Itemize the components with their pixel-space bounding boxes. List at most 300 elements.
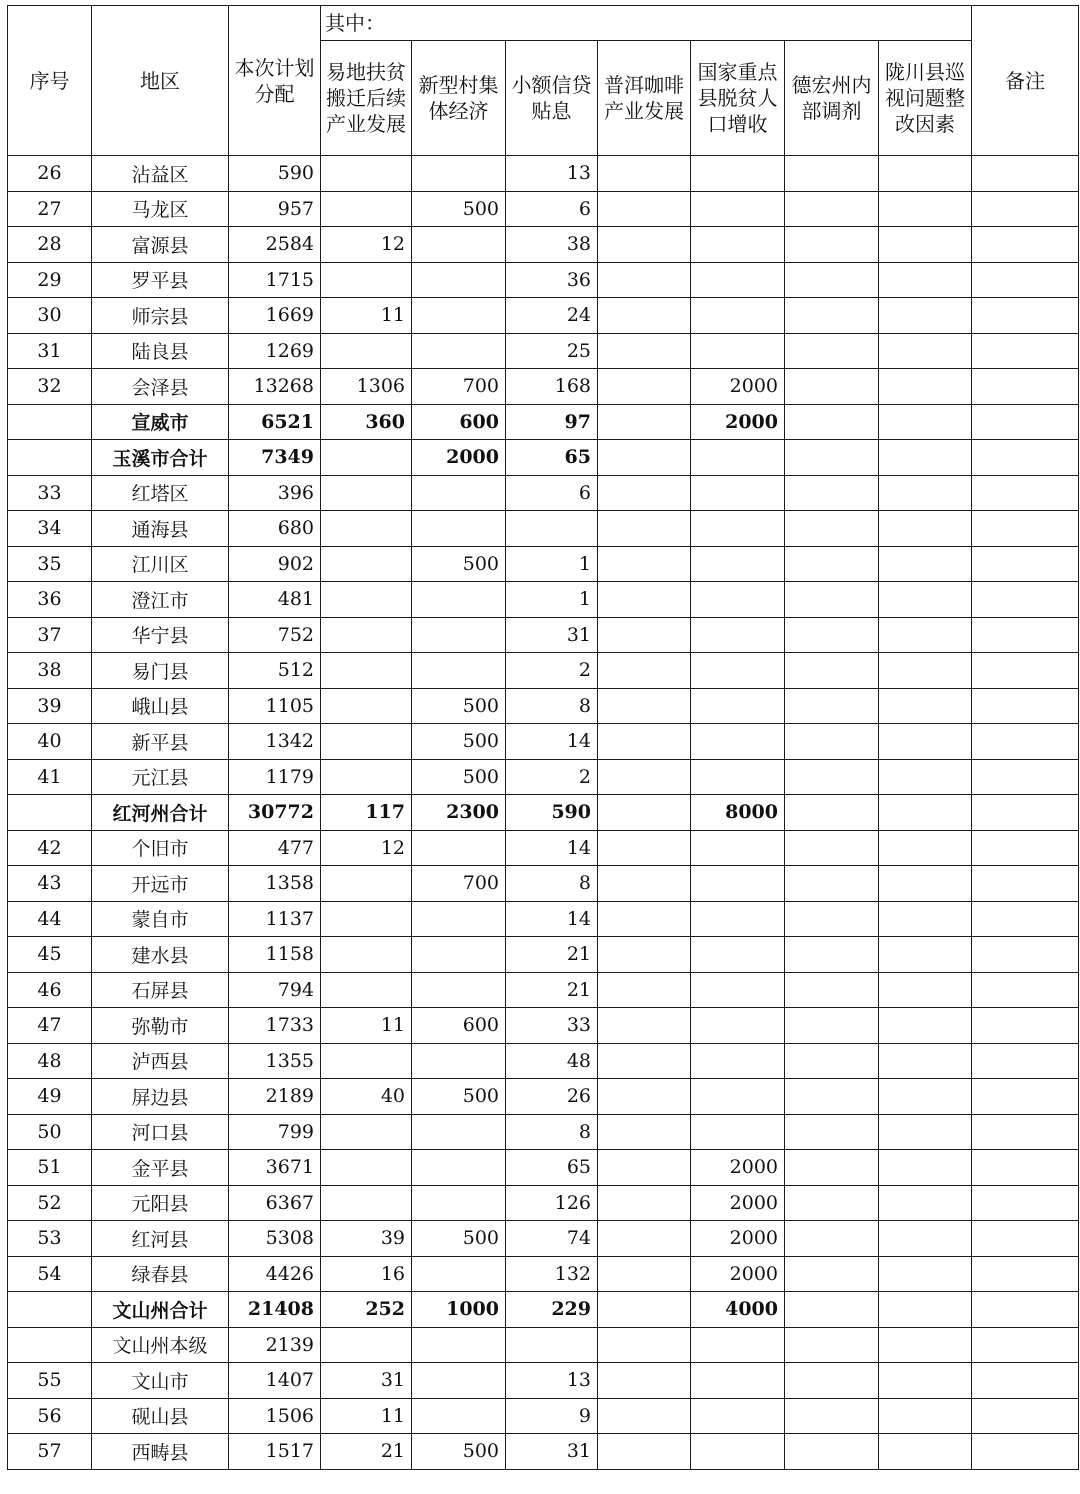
region-cell: 澄江市 [92, 582, 229, 618]
longchuan-cell [879, 759, 972, 795]
microloan-cell: 590 [506, 795, 598, 831]
subtotal-row [8, 795, 1079, 831]
microloan-cell: 21 [506, 937, 598, 973]
region-cell: 砚山县 [92, 1398, 229, 1434]
collective-cell: 1000 [412, 1292, 506, 1328]
collective-cell: 2000 [412, 440, 506, 476]
relocation-cell: 16 [321, 1256, 412, 1292]
coffee-cell [598, 369, 691, 405]
region-cell: 华宁县 [92, 617, 229, 653]
microloan-cell: 31 [506, 1434, 598, 1470]
relocation-cell [321, 972, 412, 1008]
longchuan-cell [879, 156, 972, 192]
seq-cell: 49 [8, 1079, 92, 1115]
dehong-cell [785, 901, 879, 937]
region-cell: 会泽县 [92, 369, 229, 405]
dehong-cell [785, 1150, 879, 1186]
longchuan-cell [879, 1185, 972, 1221]
coffee-cell [598, 866, 691, 902]
header-total: 本次计划分配 [229, 6, 321, 156]
coffee-cell [598, 262, 691, 298]
total-cell: 1179 [229, 759, 321, 795]
seq-cell: 51 [8, 1150, 92, 1186]
header-longchuan: 陇川县巡视问题整改因素 [879, 41, 972, 156]
collective-cell: 500 [412, 191, 506, 227]
subtotal-row [8, 440, 1079, 476]
collective-cell: 600 [412, 1008, 506, 1044]
key-county-cell: 8000 [691, 795, 785, 831]
microloan-cell: 48 [506, 1043, 598, 1079]
coffee-cell [598, 1363, 691, 1399]
total-cell: 2189 [229, 1079, 321, 1115]
key-county-cell [691, 830, 785, 866]
collective-cell [412, 1114, 506, 1150]
coffee-cell [598, 901, 691, 937]
header-of-which: 其中： [321, 6, 972, 41]
region-cell: 红河县 [92, 1221, 229, 1257]
collective-cell [412, 1185, 506, 1221]
dehong-cell [785, 1398, 879, 1434]
key-county-cell [691, 298, 785, 334]
total-cell: 680 [229, 511, 321, 547]
table-row [8, 1114, 1079, 1150]
microloan-cell: 6 [506, 191, 598, 227]
longchuan-cell [879, 404, 972, 440]
region-cell: 元江县 [92, 759, 229, 795]
total-cell: 1158 [229, 937, 321, 973]
key-county-cell [691, 227, 785, 263]
longchuan-cell [879, 298, 972, 334]
coffee-cell [598, 653, 691, 689]
dehong-cell [785, 1434, 879, 1470]
remark-cell [972, 1292, 1079, 1328]
dehong-cell [785, 156, 879, 192]
relocation-cell: 40 [321, 1079, 412, 1115]
total-cell: 21408 [229, 1292, 321, 1328]
dehong-cell [785, 227, 879, 263]
key-county-cell [691, 1079, 785, 1115]
seq-cell: 28 [8, 227, 92, 263]
microloan-cell: 14 [506, 724, 598, 760]
relocation-cell [321, 582, 412, 618]
dehong-cell [785, 298, 879, 334]
relocation-cell: 12 [321, 830, 412, 866]
dehong-cell [785, 688, 879, 724]
header-region: 地区 [92, 6, 229, 156]
relocation-cell: 39 [321, 1221, 412, 1257]
region-cell: 陆良县 [92, 333, 229, 369]
key-county-cell [691, 972, 785, 1008]
remark-cell [972, 582, 1079, 618]
table-row [8, 830, 1079, 866]
microloan-cell [506, 511, 598, 547]
key-county-cell: 2000 [691, 369, 785, 405]
collective-cell: 500 [412, 546, 506, 582]
region-cell: 河口县 [92, 1114, 229, 1150]
remark-cell [972, 795, 1079, 831]
key-county-cell [691, 1398, 785, 1434]
total-cell: 1733 [229, 1008, 321, 1044]
seq-cell: 52 [8, 1185, 92, 1221]
collective-cell: 2300 [412, 795, 506, 831]
remark-cell [972, 262, 1079, 298]
coffee-cell [598, 724, 691, 760]
collective-cell [412, 227, 506, 263]
remark-cell [972, 653, 1079, 689]
table-body [8, 156, 1079, 1470]
table-row [8, 866, 1079, 902]
dehong-cell [785, 1008, 879, 1044]
longchuan-cell [879, 440, 972, 476]
coffee-cell [598, 972, 691, 1008]
total-cell: 799 [229, 1114, 321, 1150]
header-relocation: 易地扶贫搬迁后续产业发展 [321, 41, 412, 156]
coffee-cell [598, 1327, 691, 1363]
relocation-cell [321, 546, 412, 582]
seq-cell: 29 [8, 262, 92, 298]
collective-cell: 700 [412, 866, 506, 902]
collective-cell: 500 [412, 1434, 506, 1470]
region-cell: 金平县 [92, 1150, 229, 1186]
total-cell: 2139 [229, 1327, 321, 1363]
longchuan-cell [879, 901, 972, 937]
dehong-cell [785, 1221, 879, 1257]
region-cell: 师宗县 [92, 298, 229, 334]
coffee-cell [598, 333, 691, 369]
key-county-cell [691, 191, 785, 227]
dehong-cell [785, 369, 879, 405]
collective-cell [412, 1327, 506, 1363]
remark-cell [972, 475, 1079, 511]
coffee-cell [598, 404, 691, 440]
microloan-cell: 31 [506, 617, 598, 653]
microloan-cell: 74 [506, 1221, 598, 1257]
collective-cell [412, 1363, 506, 1399]
collective-cell: 700 [412, 369, 506, 405]
total-cell: 13268 [229, 369, 321, 405]
relocation-cell: 360 [321, 404, 412, 440]
relocation-cell [321, 262, 412, 298]
seq-cell: 53 [8, 1221, 92, 1257]
remark-cell [972, 1008, 1079, 1044]
region-cell: 泸西县 [92, 1043, 229, 1079]
remark-cell [972, 1079, 1079, 1115]
remark-cell [972, 1043, 1079, 1079]
subtotal-row [8, 1292, 1079, 1328]
seq-cell [8, 1292, 92, 1328]
collective-cell [412, 298, 506, 334]
total-cell: 752 [229, 617, 321, 653]
seq-cell: 39 [8, 688, 92, 724]
total-cell: 396 [229, 475, 321, 511]
remark-cell [972, 1114, 1079, 1150]
longchuan-cell [879, 262, 972, 298]
table-row [8, 972, 1079, 1008]
collective-cell [412, 475, 506, 511]
total-cell: 1358 [229, 866, 321, 902]
remark-cell [972, 901, 1079, 937]
key-county-cell [691, 546, 785, 582]
collective-cell [412, 333, 506, 369]
dehong-cell [785, 1114, 879, 1150]
total-cell: 1342 [229, 724, 321, 760]
region-cell: 弥勒市 [92, 1008, 229, 1044]
coffee-cell [598, 440, 691, 476]
microloan-cell: 65 [506, 440, 598, 476]
seq-cell: 40 [8, 724, 92, 760]
table-row [8, 617, 1079, 653]
longchuan-cell [879, 227, 972, 263]
relocation-cell: 31 [321, 1363, 412, 1399]
microloan-cell: 21 [506, 972, 598, 1008]
key-county-cell [691, 901, 785, 937]
table-row [8, 759, 1079, 795]
relocation-cell [321, 511, 412, 547]
longchuan-cell [879, 1256, 972, 1292]
coffee-cell [598, 1221, 691, 1257]
seq-cell: 55 [8, 1363, 92, 1399]
microloan-cell: 8 [506, 1114, 598, 1150]
collective-cell [412, 937, 506, 973]
seq-cell [8, 795, 92, 831]
longchuan-cell [879, 1114, 972, 1150]
region-cell: 西畴县 [92, 1434, 229, 1470]
coffee-cell [598, 511, 691, 547]
key-county-cell: 2000 [691, 1221, 785, 1257]
coffee-cell [598, 475, 691, 511]
total-cell: 957 [229, 191, 321, 227]
collective-cell [412, 1256, 506, 1292]
key-county-cell [691, 937, 785, 973]
table-row [8, 1043, 1079, 1079]
collective-cell: 500 [412, 1221, 506, 1257]
longchuan-cell [879, 369, 972, 405]
longchuan-cell [879, 1434, 972, 1470]
coffee-cell [598, 156, 691, 192]
seq-cell: 27 [8, 191, 92, 227]
remark-cell [972, 1150, 1079, 1186]
remark-cell [972, 724, 1079, 760]
coffee-cell [598, 937, 691, 973]
collective-cell [412, 653, 506, 689]
longchuan-cell [879, 1221, 972, 1257]
seq-cell: 46 [8, 972, 92, 1008]
region-cell: 文山州本级 [92, 1327, 229, 1363]
relocation-cell [321, 1185, 412, 1221]
relocation-cell: 21 [321, 1434, 412, 1470]
seq-cell: 35 [8, 546, 92, 582]
table-row [8, 1221, 1079, 1257]
total-cell: 1269 [229, 333, 321, 369]
collective-cell [412, 1398, 506, 1434]
table-row [8, 724, 1079, 760]
longchuan-cell [879, 511, 972, 547]
key-county-cell [691, 333, 785, 369]
coffee-cell [598, 1150, 691, 1186]
table-row [8, 582, 1079, 618]
table-row [8, 937, 1079, 973]
longchuan-cell [879, 333, 972, 369]
collective-cell [412, 262, 506, 298]
collective-cell: 500 [412, 724, 506, 760]
microloan-cell: 14 [506, 901, 598, 937]
key-county-cell [691, 759, 785, 795]
remark-cell [972, 546, 1079, 582]
longchuan-cell [879, 795, 972, 831]
key-county-cell [691, 617, 785, 653]
seq-cell: 30 [8, 298, 92, 334]
microloan-cell: 6 [506, 475, 598, 511]
coffee-cell [598, 1185, 691, 1221]
subtotal-row [8, 404, 1079, 440]
table-row [8, 653, 1079, 689]
relocation-cell: 252 [321, 1292, 412, 1328]
allocation-table [7, 5, 1079, 1470]
collective-cell [412, 1150, 506, 1186]
coffee-cell [598, 795, 691, 831]
table-row [8, 546, 1079, 582]
coffee-cell [598, 191, 691, 227]
table-row [8, 1079, 1079, 1115]
remark-cell [972, 937, 1079, 973]
coffee-cell [598, 1292, 691, 1328]
relocation-cell [321, 688, 412, 724]
dehong-cell [785, 262, 879, 298]
table-row [8, 511, 1079, 547]
dehong-cell [785, 1363, 879, 1399]
longchuan-cell [879, 830, 972, 866]
coffee-cell [598, 227, 691, 263]
longchuan-cell [879, 653, 972, 689]
seq-cell: 34 [8, 511, 92, 547]
total-cell: 902 [229, 546, 321, 582]
total-cell: 1355 [229, 1043, 321, 1079]
table-row [8, 1256, 1079, 1292]
dehong-cell [785, 653, 879, 689]
total-cell: 1137 [229, 901, 321, 937]
longchuan-cell [879, 1150, 972, 1186]
remark-cell [972, 1185, 1079, 1221]
region-cell: 个旧市 [92, 830, 229, 866]
key-county-cell [691, 440, 785, 476]
longchuan-cell [879, 972, 972, 1008]
relocation-cell [321, 759, 412, 795]
header-microloan: 小额信贷贴息 [506, 41, 598, 156]
seq-cell [8, 404, 92, 440]
dehong-cell [785, 795, 879, 831]
table-row [8, 1150, 1079, 1186]
longchuan-cell [879, 582, 972, 618]
header-remark: 备注 [972, 6, 1079, 156]
region-cell: 红塔区 [92, 475, 229, 511]
key-county-cell [691, 511, 785, 547]
region-cell: 玉溪市合计 [92, 440, 229, 476]
region-cell: 江川区 [92, 546, 229, 582]
region-cell: 通海县 [92, 511, 229, 547]
dehong-cell [785, 937, 879, 973]
table-row [8, 1185, 1079, 1221]
region-cell: 马龙区 [92, 191, 229, 227]
microloan-cell: 8 [506, 866, 598, 902]
coffee-cell [598, 582, 691, 618]
microloan-cell: 8 [506, 688, 598, 724]
region-cell: 建水县 [92, 937, 229, 973]
region-cell: 新平县 [92, 724, 229, 760]
coffee-cell [598, 1256, 691, 1292]
region-cell: 元阳县 [92, 1185, 229, 1221]
total-cell: 794 [229, 972, 321, 1008]
dehong-cell [785, 1256, 879, 1292]
dehong-cell [785, 582, 879, 618]
header-seq: 序号 [8, 6, 92, 156]
longchuan-cell [879, 1043, 972, 1079]
remark-cell [972, 759, 1079, 795]
coffee-cell [598, 830, 691, 866]
region-cell: 易门县 [92, 653, 229, 689]
region-cell: 文山市 [92, 1363, 229, 1399]
remark-cell [972, 511, 1079, 547]
seq-cell: 38 [8, 653, 92, 689]
total-cell: 5308 [229, 1221, 321, 1257]
total-cell: 481 [229, 582, 321, 618]
longchuan-cell [879, 617, 972, 653]
relocation-cell: 1306 [321, 369, 412, 405]
remark-cell [972, 830, 1079, 866]
remark-cell [972, 1327, 1079, 1363]
seq-cell: 50 [8, 1114, 92, 1150]
microloan-cell: 13 [506, 156, 598, 192]
seq-cell: 54 [8, 1256, 92, 1292]
relocation-cell [321, 333, 412, 369]
collective-cell [412, 582, 506, 618]
dehong-cell [785, 759, 879, 795]
longchuan-cell [879, 191, 972, 227]
coffee-cell [598, 298, 691, 334]
relocation-cell: 11 [321, 298, 412, 334]
relocation-cell: 117 [321, 795, 412, 831]
key-county-cell: 2000 [691, 1256, 785, 1292]
seq-cell: 26 [8, 156, 92, 192]
remark-cell [972, 1363, 1079, 1399]
relocation-cell [321, 937, 412, 973]
remark-cell [972, 1398, 1079, 1434]
relocation-cell [321, 1150, 412, 1186]
seq-cell: 56 [8, 1398, 92, 1434]
coffee-cell [598, 1114, 691, 1150]
coffee-cell [598, 1434, 691, 1470]
header-coffee: 普洱咖啡产业发展 [598, 41, 691, 156]
coffee-cell [598, 759, 691, 795]
key-county-cell [691, 1327, 785, 1363]
remark-cell [972, 333, 1079, 369]
collective-cell [412, 617, 506, 653]
longchuan-cell [879, 1079, 972, 1115]
microloan-cell: 2 [506, 653, 598, 689]
remark-cell [972, 866, 1079, 902]
longchuan-cell [879, 1327, 972, 1363]
collective-cell: 500 [412, 1079, 506, 1115]
region-cell: 开远市 [92, 866, 229, 902]
total-cell: 30772 [229, 795, 321, 831]
header-key-county: 国家重点县脱贫人口增收 [691, 41, 785, 156]
seq-cell: 45 [8, 937, 92, 973]
relocation-cell [321, 724, 412, 760]
table-row [8, 1327, 1079, 1363]
seq-cell: 41 [8, 759, 92, 795]
seq-cell: 57 [8, 1434, 92, 1470]
microloan-cell: 36 [506, 262, 598, 298]
seq-cell: 31 [8, 333, 92, 369]
